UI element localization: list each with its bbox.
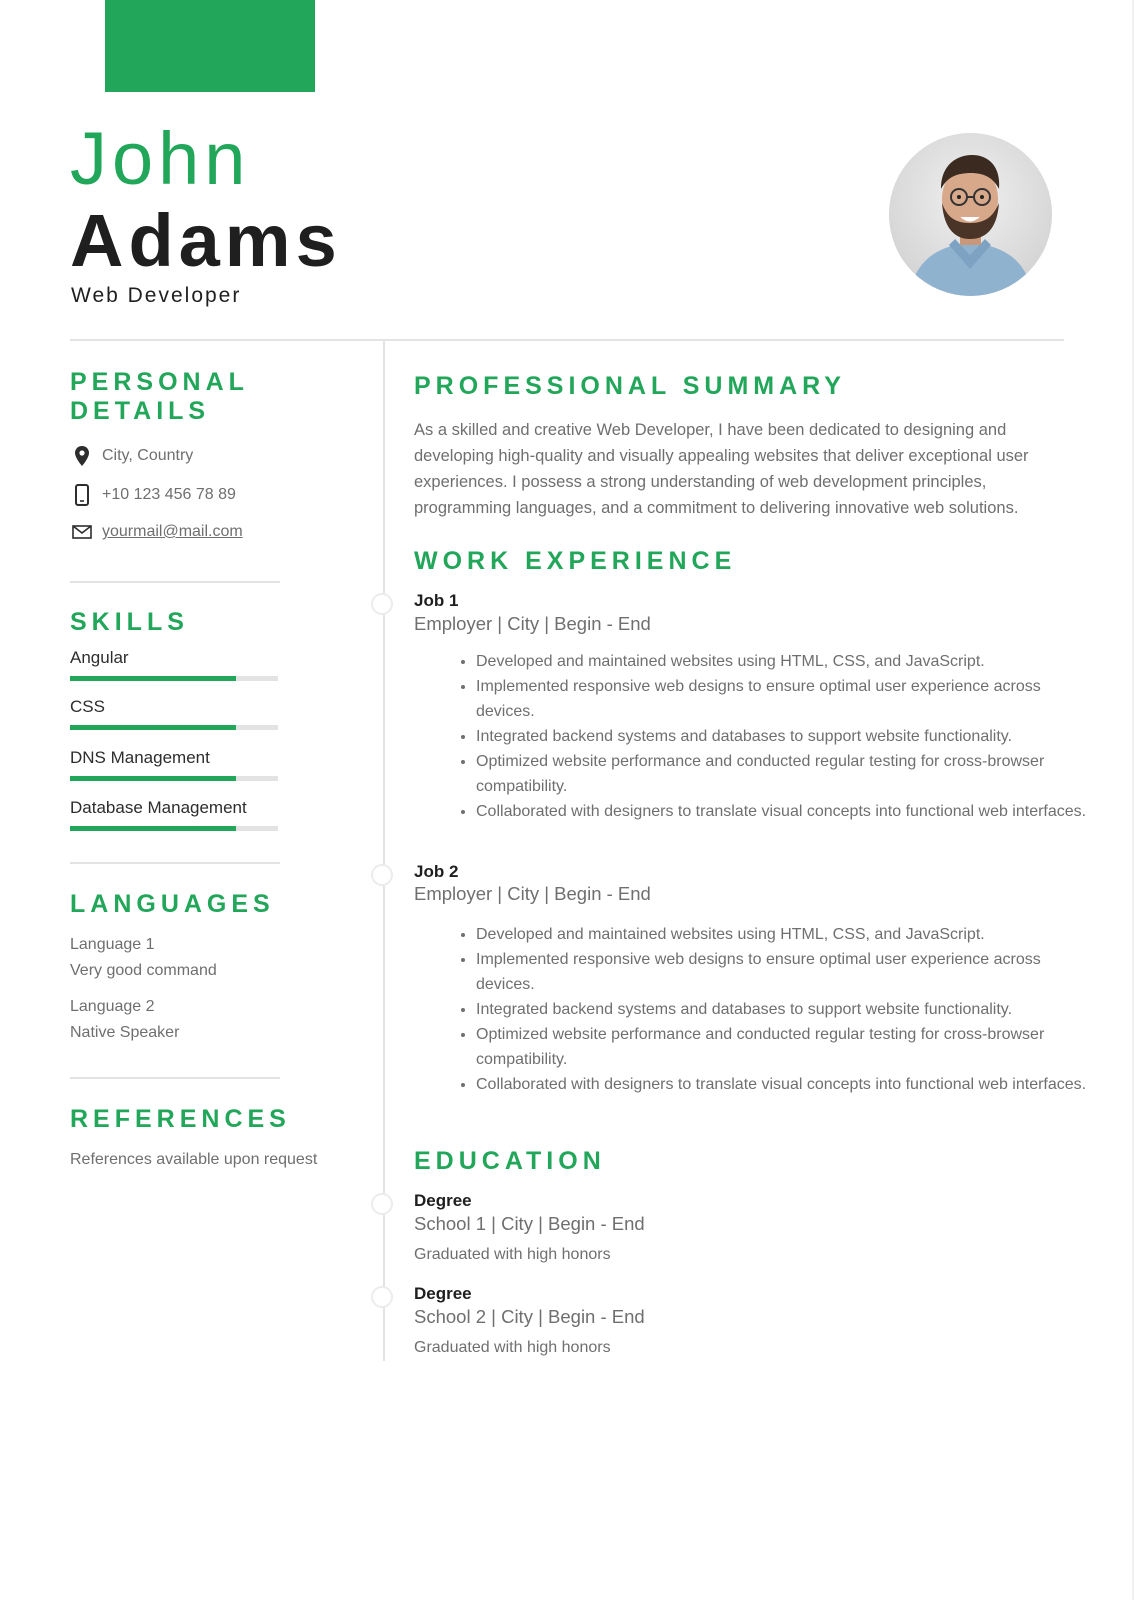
job-meta: Employer | City | Begin - End <box>414 613 651 634</box>
skill-bar <box>70 826 278 831</box>
references-heading: REFERENCES <box>70 1105 291 1133</box>
language-item <box>70 994 179 1046</box>
job-title: Web Developer <box>71 284 242 307</box>
timeline-node <box>371 1286 393 1308</box>
job-duty: • Integrated backend systems and databases to support website functionality. <box>476 997 1100 1022</box>
school-meta: School 2 | City | Begin - End <box>414 1306 645 1327</box>
job-duty: • Implemented responsive web designs to ensure optimal user experience across devices. <box>476 674 1100 724</box>
contact-location <box>70 446 193 466</box>
education-note: Graduated with high honors <box>414 1339 611 1356</box>
skill-bar-fill <box>70 725 236 730</box>
contact-phone <box>70 484 236 506</box>
skill-bar-fill <box>70 676 236 681</box>
header-accent-block <box>105 0 315 92</box>
skills-heading: SKILLS <box>70 608 189 636</box>
email-link[interactable]: yourmail@mail.com <box>102 523 243 540</box>
job-duties-list <box>440 649 1100 824</box>
skill-bar-fill <box>70 776 236 781</box>
job-title-entry: Job 2 <box>414 862 459 881</box>
skill-item <box>70 648 278 681</box>
professional-summary-heading: PROFESSIONAL SUMMARY <box>414 372 846 400</box>
last-name: Adams <box>70 199 342 282</box>
education-note: Graduated with high honors <box>414 1246 611 1263</box>
degree-title: Degree <box>414 1191 472 1210</box>
skill-bar <box>70 776 278 781</box>
languages-heading: LANGUAGES <box>70 890 275 918</box>
timeline-node <box>371 593 393 615</box>
language-level: Native Speaker <box>70 1024 180 1041</box>
job-duty: • Optimized website performance and conducted regular testing for cross-browser compatibility. <box>476 1022 1100 1072</box>
job-duty: • Implemented responsive web designs to ensure optimal user experience across devices. <box>476 947 1100 997</box>
mobile-phone-icon <box>70 484 94 506</box>
education-heading: EDUCATION <box>414 1147 606 1175</box>
skill-name: Angular <box>70 648 129 667</box>
personal-details-heading <box>70 368 249 426</box>
job-duty: • Developed and maintained websites using HTML, CSS, and JavaScript. <box>476 922 1100 947</box>
job-meta: Employer | City | Begin - End <box>414 883 651 904</box>
skill-item <box>70 697 278 730</box>
job-duty: • Optimized website performance and conducted regular testing for cross-browser compatibility. <box>476 749 1100 799</box>
personal-details-heading-line2: DETAILS <box>70 397 211 425</box>
school-meta: School 1 | City | Begin - End <box>414 1213 645 1234</box>
skill-bar <box>70 725 278 730</box>
language-item <box>70 932 217 984</box>
skill-name: DNS Management <box>70 748 210 767</box>
contact-email <box>70 523 243 541</box>
language-level: Very good command <box>70 962 217 979</box>
header-divider <box>70 339 1064 341</box>
professional-summary-text: As a skilled and creative Web Developer, I have been dedicated to designing and developing high-quality and visually appealing websites that deliver exceptional user experiences. I possess a strong understanding of web development principles, programming languages, and a commitment to delivering innovative web solutions. <box>414 421 1029 517</box>
job-duty: • Developed and maintained websites using HTML, CSS, and JavaScript. <box>476 649 1100 674</box>
personal-details-heading-line1: PERSONAL <box>70 368 249 396</box>
map-pin-icon <box>70 446 94 466</box>
skill-item <box>70 798 278 831</box>
phone-text: +10 123 456 78 89 <box>102 486 236 503</box>
portrait-illustration <box>889 133 1052 296</box>
degree-title: Degree <box>414 1284 472 1303</box>
sidebar-divider <box>70 581 280 583</box>
timeline-node <box>371 1193 393 1215</box>
skill-name: CSS <box>70 697 105 716</box>
references-text: References available upon request <box>70 1151 318 1168</box>
skill-bar <box>70 676 278 681</box>
job-duties-list <box>440 922 1100 1097</box>
sidebar-divider <box>70 1077 280 1079</box>
job-duty: • Collaborated with designers to translate visual concepts into functional web interfaces. <box>476 1072 1100 1097</box>
first-name: John <box>70 117 251 200</box>
work-experience-heading: WORK EXPERIENCE <box>414 547 737 575</box>
location-text: City, Country <box>102 447 194 464</box>
job-duty: • Integrated backend systems and databases to support website functionality. <box>476 724 1100 749</box>
language-name: Language 2 <box>70 998 155 1015</box>
skill-name: Database Management <box>70 798 247 817</box>
job-title-entry: Job 1 <box>414 591 459 610</box>
sidebar-divider <box>70 862 280 864</box>
language-name: Language 1 <box>70 936 155 953</box>
skill-item <box>70 748 278 781</box>
timeline-node <box>371 864 393 886</box>
envelope-icon <box>70 525 94 539</box>
job-duty: • Collaborated with designers to translate visual concepts into functional web interfaces. <box>476 799 1100 824</box>
profile-photo <box>889 133 1052 296</box>
skill-bar-fill <box>70 826 236 831</box>
